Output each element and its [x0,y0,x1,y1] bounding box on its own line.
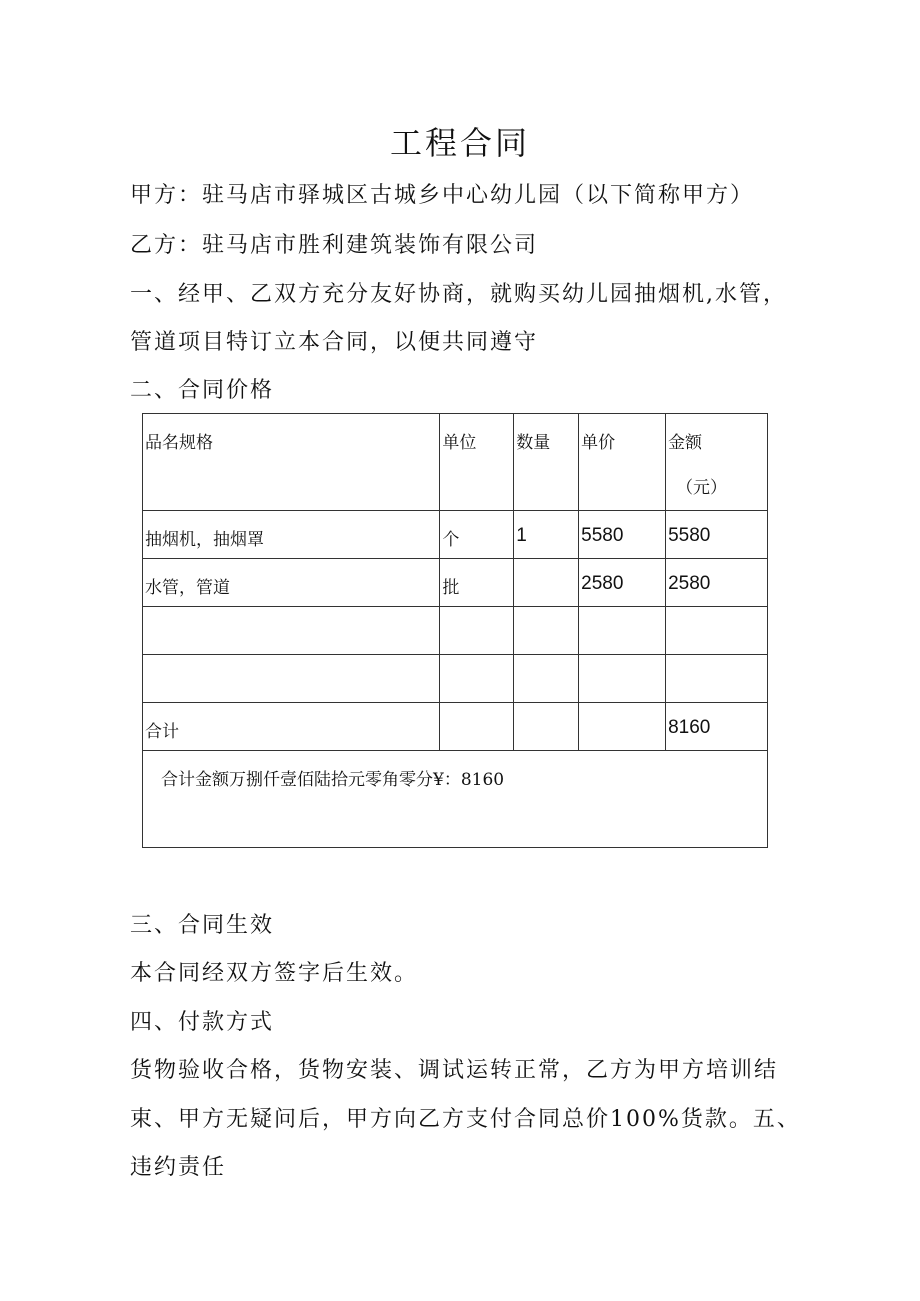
table-row [143,607,768,655]
row-price [579,607,666,655]
subtotal-price [579,703,666,751]
subtotal-amount: 8160 [666,703,768,751]
row-qty [514,607,579,655]
row-price: 2580 [579,559,666,607]
row-name: 抽烟机，抽烟罩 [143,511,440,559]
row-name: 水管，管道 [143,559,440,607]
subtotal-unit [440,703,514,751]
clause1-line1: 一、经甲、乙双方充分友好协商，就购买幼儿园抽烟机,水管， [130,282,787,307]
header-amount-unit: （元） [676,478,728,498]
row-qty [514,655,579,703]
clause3-text: 本合同经双方签字后生效。 [130,961,419,986]
row-price [579,655,666,703]
subtotal-qty [514,703,579,751]
row-amount: 2580 [666,559,768,607]
table-row [143,511,768,559]
subtotal-row [143,703,768,751]
clause2-heading: 二、合同价格 [130,378,275,403]
row-name [143,607,440,655]
row-unit: 批 [440,559,514,607]
row-amount: 5580 [666,511,768,559]
header-amount-label: 金额 [668,433,703,453]
row-qty [514,559,579,607]
table-header-row [143,414,768,511]
party-b-line: 乙方：驻马店市胜利建筑装饰有限公司 [130,233,539,258]
header-price: 单价 [579,414,666,511]
row-unit: 个 [440,511,514,559]
party-a-line: 甲方：驻马店市驿城区古城乡中心幼儿园（以下简称甲方） [130,183,755,208]
row-qty: 1 [514,511,579,559]
clause4-line2: 束、甲方无疑问后，甲方向乙方支付合同总价100%货款。五、 [130,1107,801,1132]
clause1-line2: 管道项目特订立本合同，以便共同遵守 [130,330,539,355]
clause3-heading: 三、合同生效 [130,913,275,938]
row-name [143,655,440,703]
header-qty: 数量 [514,414,579,511]
header-unit: 单位 [440,414,514,511]
row-amount [666,607,768,655]
table-row [143,655,768,703]
header-name: 品名规格 [143,414,440,511]
table-row [143,559,768,607]
subtotal-label: 合计 [143,703,440,751]
clause4-line3: 违约责任 [130,1155,227,1180]
total-in-words: 合计金额万捌仟壹佰陆拾元零角零分¥：8160 [143,751,768,848]
document-title: 工程合同 [389,124,530,162]
price-table [142,413,768,848]
clause4-line1: 货物验收合格，货物安装、调试运转正常，乙方为甲方培训结 [130,1058,779,1083]
row-unit [440,655,514,703]
row-price: 5580 [579,511,666,559]
row-amount [666,655,768,703]
header-amount [666,414,768,511]
total-words-row [143,751,768,848]
clause4-heading: 四、付款方式 [130,1010,275,1035]
row-unit [440,607,514,655]
